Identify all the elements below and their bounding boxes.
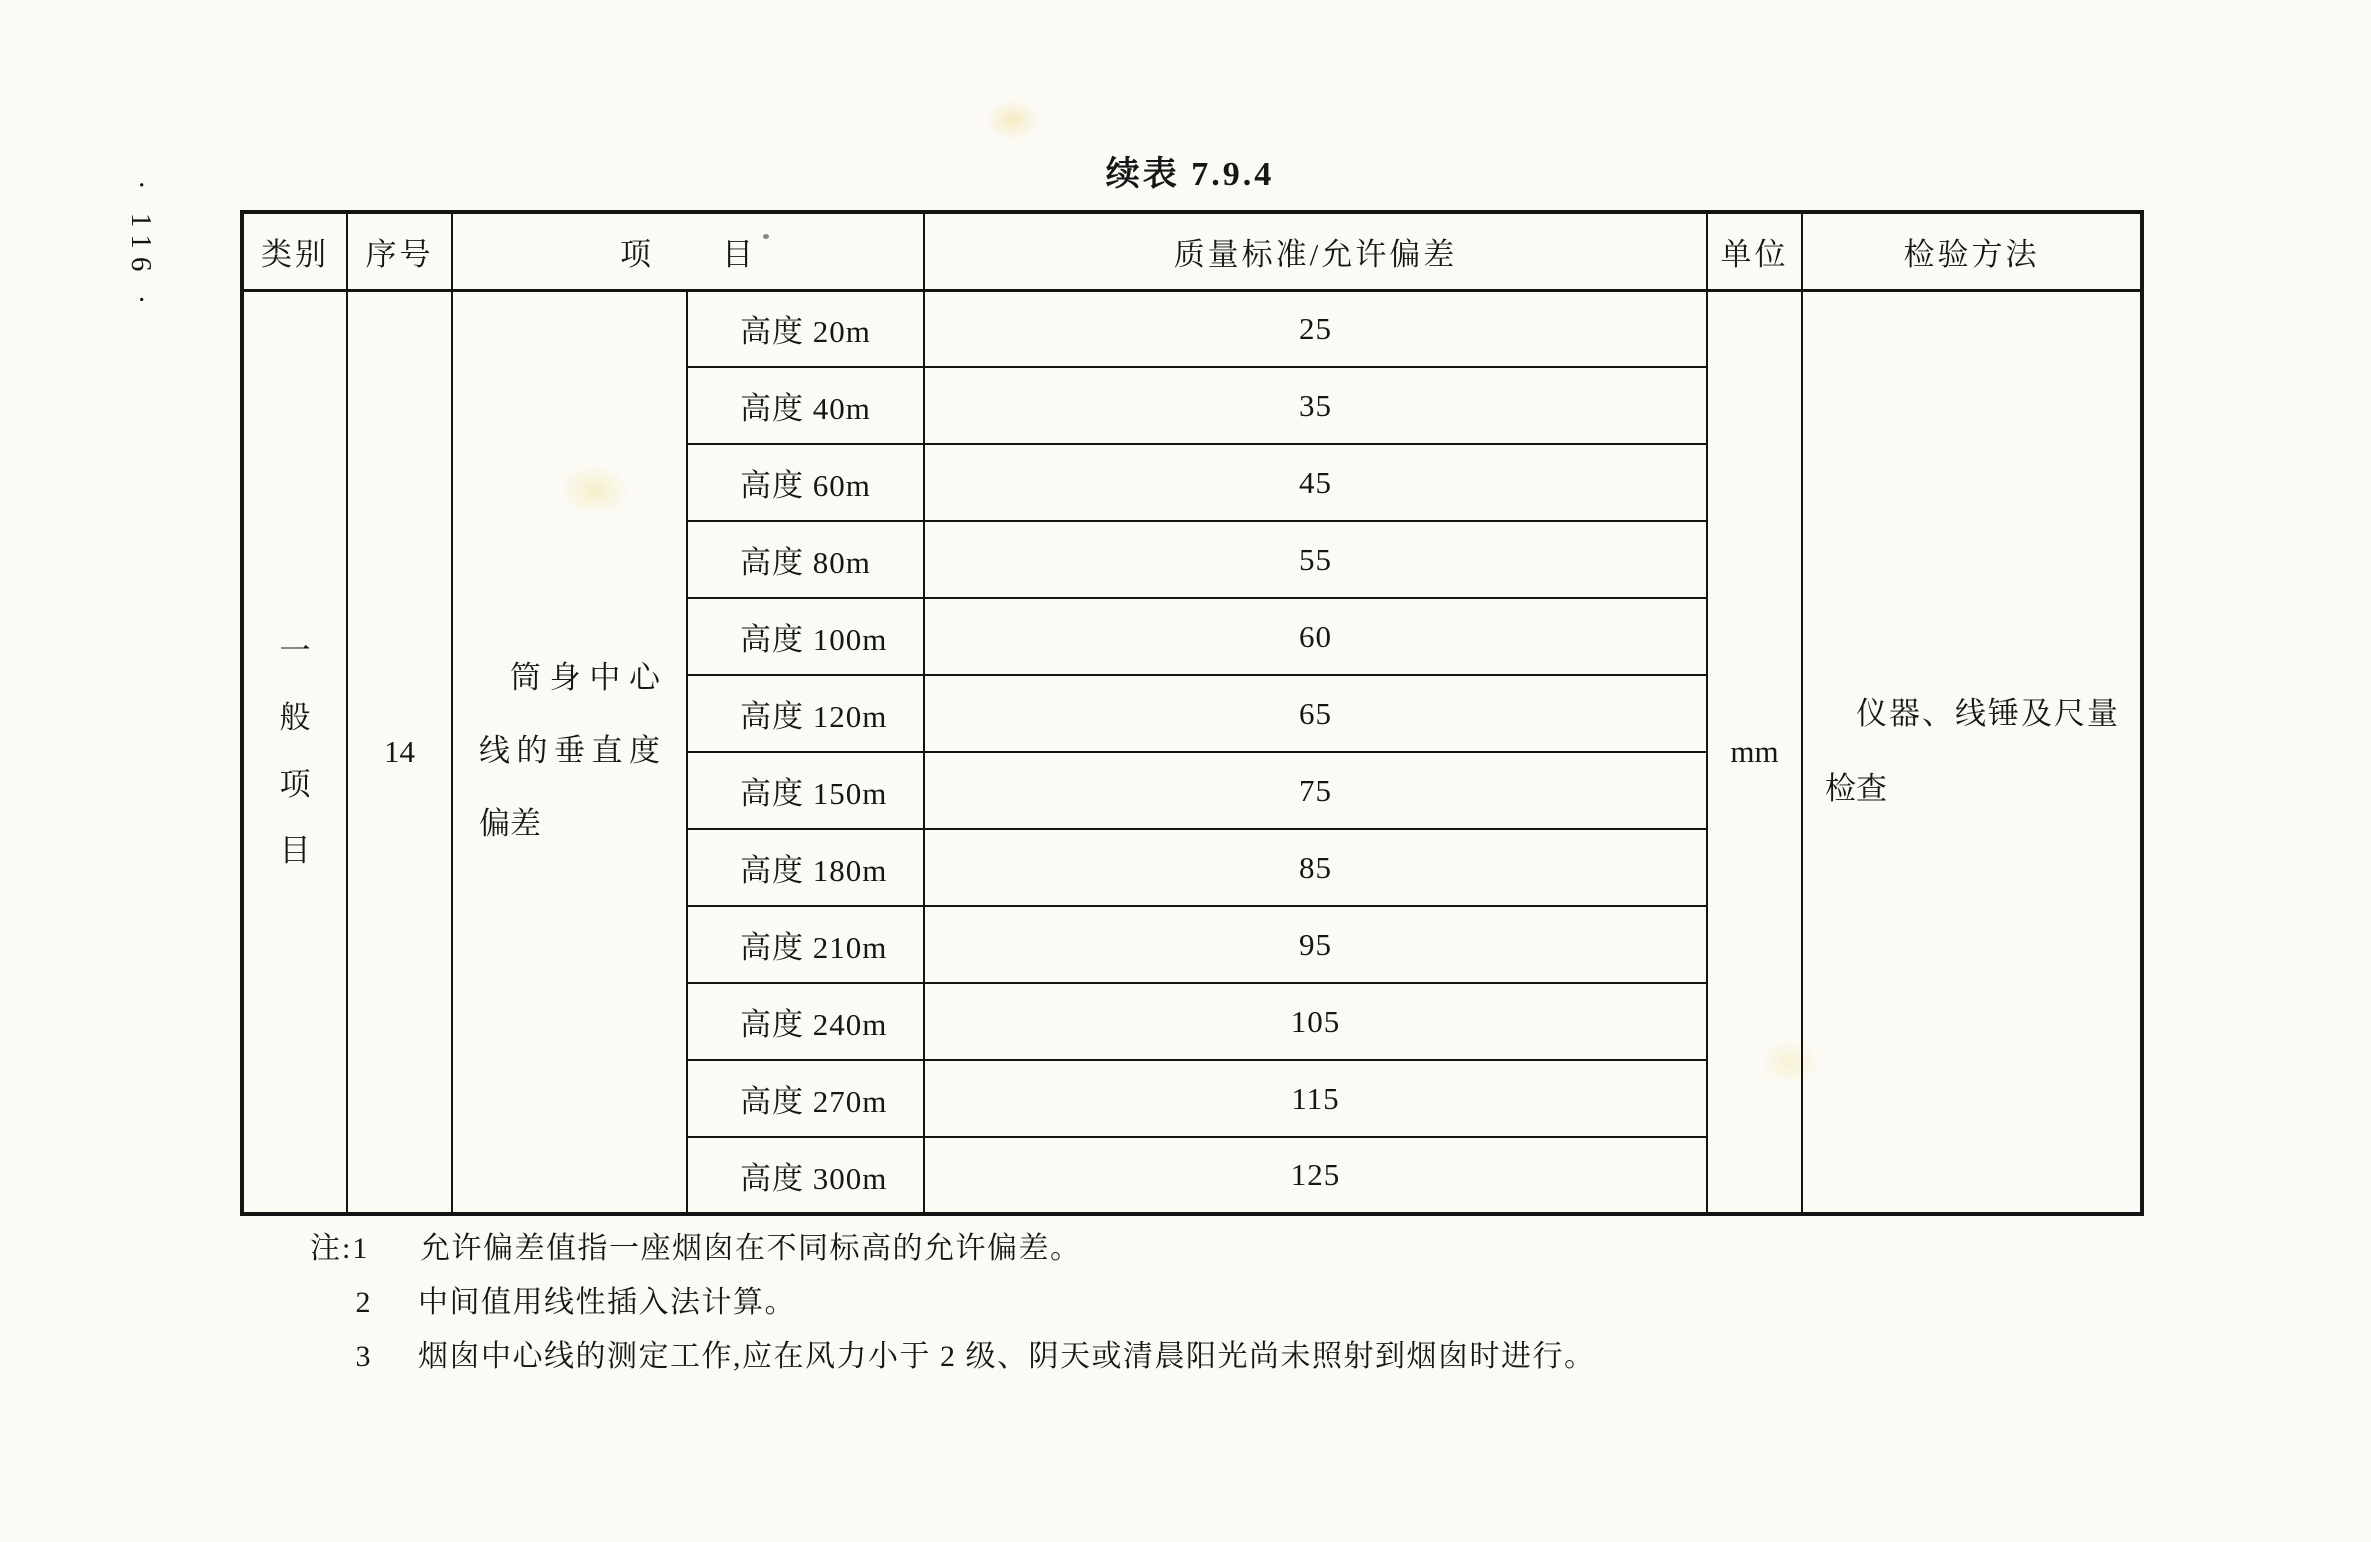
note-text: 烟囱中心线的测定工作,应在风力小于 2 级、阴天或清晨阳光尚未照射到烟囱时进行。 bbox=[418, 1340, 1596, 1373]
quality-standard-table bbox=[240, 210, 2144, 1216]
header-standard: 质量标准/允许偏差 bbox=[924, 212, 1707, 290]
item-cell: 高度 20m bbox=[687, 290, 924, 367]
serial-cell: 14 bbox=[347, 290, 452, 1214]
category-label: 一般项目 bbox=[279, 633, 311, 869]
page-number: · 116 · bbox=[125, 180, 157, 313]
header-item: 项 目 bbox=[452, 212, 924, 290]
category-cell bbox=[242, 290, 347, 1214]
value-cell: 75 bbox=[924, 752, 1707, 829]
table-row bbox=[242, 290, 2142, 367]
header-unit: 单位 bbox=[1707, 212, 1802, 290]
note-text: 中间值用线性插入法计算。 bbox=[418, 1286, 796, 1319]
note-label: 注:1 bbox=[310, 1232, 370, 1265]
header-method: 检验方法 bbox=[1802, 212, 2142, 290]
item-cell: 高度 300m bbox=[687, 1137, 924, 1214]
item-cell: 高度 120m bbox=[687, 675, 924, 752]
value-cell: 45 bbox=[924, 444, 1707, 521]
note-item bbox=[310, 1232, 2210, 1265]
note-item bbox=[310, 1286, 2210, 1319]
value-cell: 25 bbox=[924, 290, 1707, 367]
value-cell: 55 bbox=[924, 521, 1707, 598]
item-cell: 高度 80m bbox=[687, 521, 924, 598]
note-label: 2 bbox=[355, 1286, 373, 1319]
header-row bbox=[242, 212, 2142, 290]
table-notes bbox=[310, 1232, 2210, 1394]
item-cell: 高度 40m bbox=[687, 367, 924, 444]
scan-stain bbox=[985, 100, 1040, 140]
unit-cell: mm bbox=[1707, 290, 1802, 1214]
method-cell: 仪器、线锤及尺量检查 bbox=[1802, 290, 2142, 1214]
item-group-cell: 筒身中心线的垂直度偏差 bbox=[452, 290, 687, 1214]
value-cell: 125 bbox=[924, 1137, 1707, 1214]
item-cell: 高度 210m bbox=[687, 906, 924, 983]
item-cell: 高度 100m bbox=[687, 598, 924, 675]
value-cell: 35 bbox=[924, 367, 1707, 444]
item-cell: 高度 60m bbox=[687, 444, 924, 521]
item-cell: 高度 180m bbox=[687, 829, 924, 906]
value-cell: 65 bbox=[924, 675, 1707, 752]
header-category: 类别 bbox=[242, 212, 347, 290]
value-cell: 95 bbox=[924, 906, 1707, 983]
note-label: 3 bbox=[355, 1340, 373, 1373]
note-text: 允许偏差值指一座烟囱在不同标高的允许偏差。 bbox=[420, 1232, 1082, 1265]
value-cell: 105 bbox=[924, 983, 1707, 1060]
item-cell: 高度 240m bbox=[687, 983, 924, 1060]
value-cell: 115 bbox=[924, 1060, 1707, 1137]
header-serial: 序号 bbox=[347, 212, 452, 290]
item-cell: 高度 270m bbox=[687, 1060, 924, 1137]
value-cell: 60 bbox=[924, 598, 1707, 675]
table-title: 续表 7.9.4 bbox=[1105, 156, 1275, 193]
item-cell: 高度 150m bbox=[687, 752, 924, 829]
note-item bbox=[310, 1340, 2210, 1373]
value-cell: 85 bbox=[924, 829, 1707, 906]
